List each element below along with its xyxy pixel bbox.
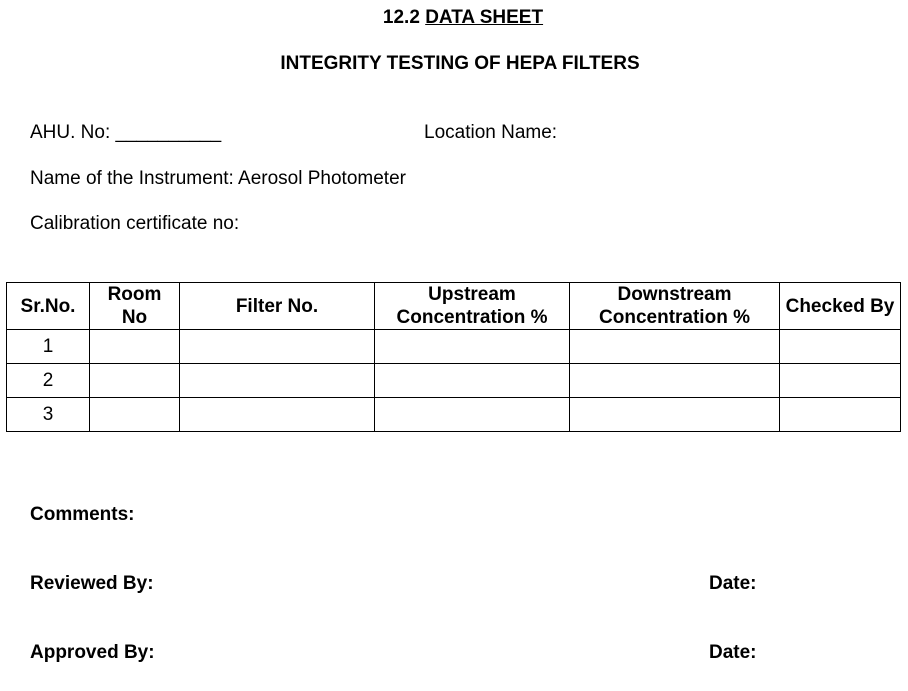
checked-by-cell[interactable] xyxy=(780,330,901,364)
header-checked-by: Checked By xyxy=(780,283,901,330)
sr-no-cell: 2 xyxy=(7,364,90,398)
sr-no-cell: 1 xyxy=(7,330,90,364)
room-no-cell[interactable] xyxy=(90,364,180,398)
review-date-label: Date: xyxy=(709,573,757,594)
filter-no-cell[interactable] xyxy=(180,330,375,364)
header-filter-no: Filter No. xyxy=(180,283,375,330)
page-title xyxy=(0,7,908,29)
downstream-cell[interactable] xyxy=(570,330,780,364)
table-row xyxy=(7,364,901,398)
upstream-cell[interactable] xyxy=(375,398,570,432)
hepa-test-table xyxy=(6,282,901,432)
upstream-cell[interactable] xyxy=(375,330,570,364)
sr-no-cell: 3 xyxy=(7,398,90,432)
table-header-row xyxy=(7,283,901,330)
location-name-field: Location Name: xyxy=(424,122,558,143)
ahu-number-field: AHU. No: __________ xyxy=(30,122,222,143)
downstream-cell[interactable] xyxy=(570,398,780,432)
section-number: 12.2 xyxy=(382,7,420,28)
comments-label: Comments: xyxy=(30,504,135,525)
table-row xyxy=(7,398,901,432)
header-room-no: Room No xyxy=(90,283,180,330)
header-upstream-concentration: Upstream Concentration % xyxy=(375,283,570,330)
upstream-cell[interactable] xyxy=(375,364,570,398)
instrument-name-field: Name of the Instrument: Aerosol Photometer xyxy=(30,168,406,189)
reviewed-by-label: Reviewed By: xyxy=(30,573,154,594)
title-text: DATA SHEET xyxy=(425,7,544,28)
approval-date-label: Date: xyxy=(709,642,757,663)
page-subtitle: INTEGRITY TESTING OF HEPA FILTERS xyxy=(280,53,640,74)
room-no-cell[interactable] xyxy=(90,330,180,364)
approved-by-label: Approved By: xyxy=(30,642,155,663)
header-sr-no: Sr.No. xyxy=(7,283,90,330)
table-row xyxy=(7,330,901,364)
filter-no-cell[interactable] xyxy=(180,398,375,432)
header-downstream-concentration: Downstream Concentration % xyxy=(570,283,780,330)
downstream-cell[interactable] xyxy=(570,364,780,398)
room-no-cell[interactable] xyxy=(90,398,180,432)
calibration-certificate-field: Calibration certificate no: xyxy=(30,213,240,234)
checked-by-cell[interactable] xyxy=(780,364,901,398)
filter-no-cell[interactable] xyxy=(180,364,375,398)
checked-by-cell[interactable] xyxy=(780,398,901,432)
